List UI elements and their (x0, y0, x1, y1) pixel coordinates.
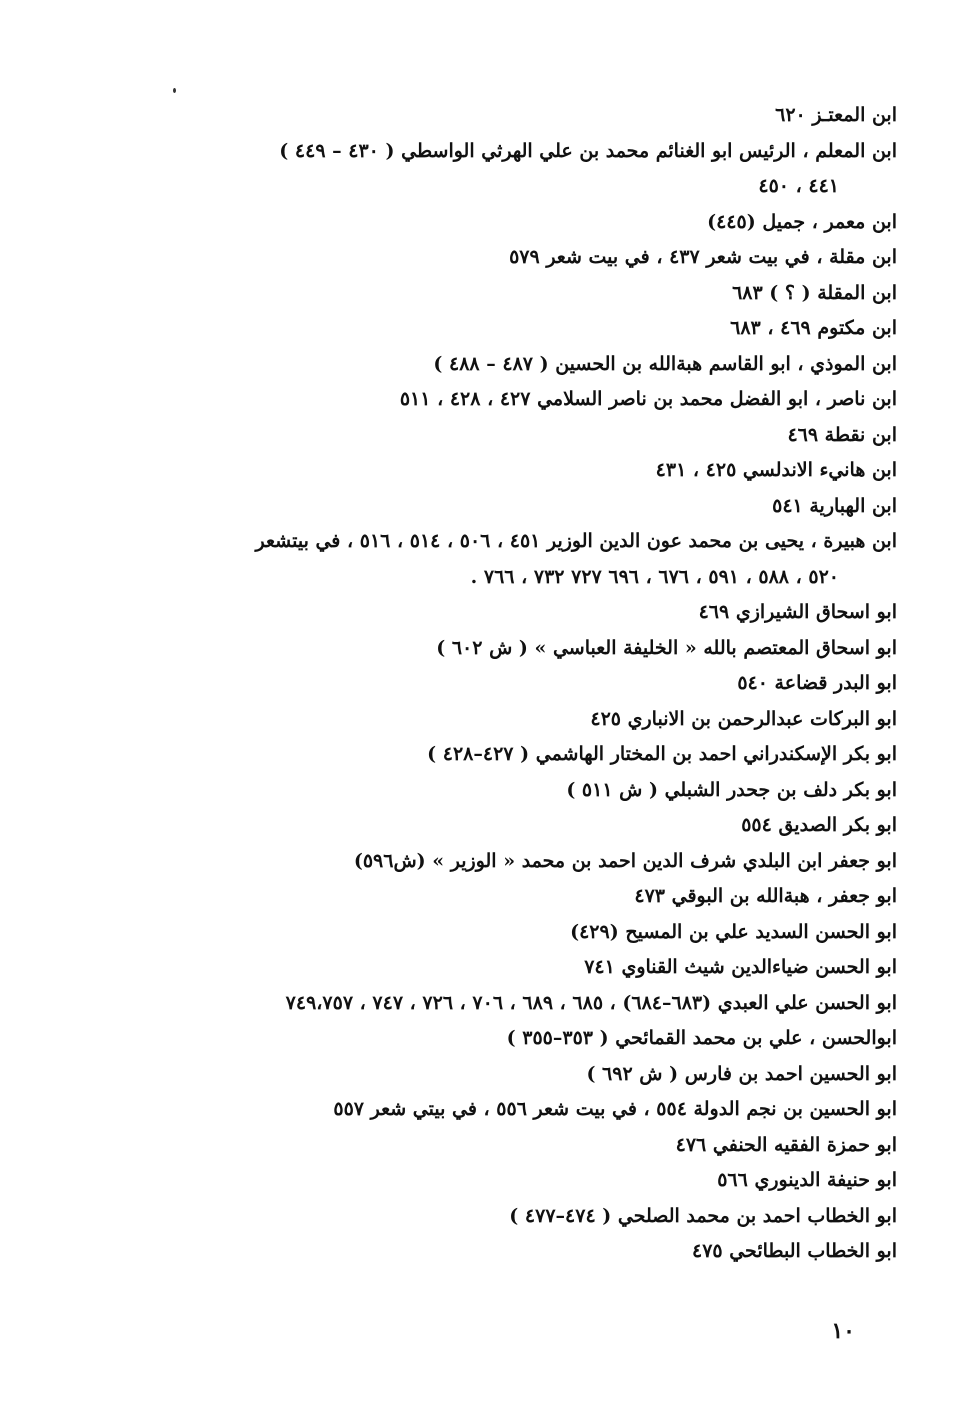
index-entry-text: ابن ناصر ، ابو الفضل محمد بن ناصر السلامي ٤٢٧ ، ٤٢٨ ، ٥١١ (399, 388, 897, 410)
index-entry (117, 844, 897, 880)
index-entry-text: ابن هبيرة ، يحيى بن محمد عون الدين الوزير ٤٥١ ، ٥٠٦ ، ٥١٤ ، ٥١٦ ، في بيتشعر (255, 530, 897, 552)
index-entry-text: ابن المعلم ، الرئيس ابو الغنائم محمد بن علي الهرثي الواسطي ( ٤٣٠ – ٤٤٩ ) (279, 139, 897, 162)
index-entry (117, 737, 897, 773)
index-entry (117, 773, 897, 809)
index-entry-text: ابن نقطة ٤٦٩ (787, 423, 897, 446)
index-entry (117, 347, 897, 383)
index-entry-text: ابن المقلة ( ؟ ) ٦٨٣ (732, 281, 897, 304)
index-entry-text: ابو حمزة الفقيه الحنفي ٤٧٦ (675, 1133, 897, 1156)
index-entries (117, 98, 897, 1270)
index-entry-text: ابو البدر قضاعة ٥٤٠ (737, 672, 897, 694)
index-entry-text: ابو الحسن ضياءالدين شيث القناوي ٧٤١ (584, 956, 897, 978)
index-entry (117, 1163, 897, 1199)
page-speck (173, 88, 176, 93)
index-entry-text: ابو اسحاق الشيرازي ٤٦٩ (698, 601, 897, 623)
index-entry (117, 311, 897, 347)
index-entry (117, 1128, 897, 1164)
index-entry-continuation: ٥٢٠ ، ٥٨٨ ، ٥٩١ ، ٦٧٦ ، ٦٩٦ ٧٢٧ ٧٣٢ ، ٧٦٦ . (470, 565, 839, 588)
index-entry-text: ابو حنيفة الدينوري ٥٦٦ (717, 1169, 897, 1191)
index-entry-text: ابو بكر الصديق ٥٥٤ (741, 814, 897, 836)
index-entry (117, 986, 897, 1022)
index-entry-text: ابن هانيء الاندلسي ٤٢٥ ، ٤٣١ (655, 459, 897, 481)
index-entry (117, 808, 897, 844)
index-entry (117, 879, 897, 915)
index-entry-text: ابو جعفر ابن البلدي شرف الدين احمد بن محمد « الوزير » (ش٥٩٦) (353, 849, 897, 872)
index-entry (117, 524, 897, 595)
index-entry-text: ابو الخطاب احمد بن محمد الصلحي ( ٤٧٤–٤٧٧ ) (509, 1204, 897, 1227)
index-entry-text: ابو اسحاق المعتصم بالله « الخليفة العباسي » ( ش ٦٠٢ ) (436, 636, 897, 659)
index-entry (117, 915, 897, 951)
index-entry-text: ابو جعفر ، هبةالله بن البوقي ٤٧٣ (634, 885, 897, 907)
index-entry (117, 702, 897, 738)
index-entry (117, 1092, 897, 1128)
index-entry (117, 134, 897, 205)
index-entry (117, 666, 897, 702)
index-entry (117, 240, 897, 276)
index-entry-text: ابن الموذي ، ابو القاسم هبةالله بن الحسين ( ٤٨٧ – ٤٨٨ ) (433, 352, 897, 375)
index-entry-text: ابو الحسين احمد بن فارس ( ش ٦٩٢ ) (586, 1062, 897, 1085)
index-entry (117, 595, 897, 631)
index-entry (117, 1234, 897, 1270)
index-entry (117, 1199, 897, 1235)
index-entry (117, 950, 897, 986)
index-entry-text: ابن معمر ، جميل (٤٤٥) (707, 210, 897, 233)
index-entry-text: ابو الخطاب البطائحي ٤٧٥ (691, 1240, 897, 1262)
index-entry-continuation: ٤٤١ ، ٤٥٠ (758, 175, 839, 197)
page-number: ١٠ (831, 1318, 855, 1344)
index-entry-text: ابن المعتـز ٦٢٠ (775, 104, 897, 126)
index-entry (117, 98, 897, 134)
index-entry (117, 205, 897, 241)
index-entry (117, 489, 897, 525)
index-entry-text: ابن الهبارية ٥٤١ (772, 494, 897, 517)
index-entry-text: ابو البركات عبدالرحمن بن الانباري ٤٢٥ (590, 707, 897, 730)
index-entry-text: ابو الحسن علي العبدي (٦٨٣–٦٨٤) ، ٦٨٥ ، ٦٨٩ ، ٧٠٦ ، ٧٢٦ ، ٧٤٧ ، ٧٤٩،٧٥٧ (285, 991, 897, 1014)
index-entry (117, 453, 897, 489)
index-entry-text: ابو الحسن السديد علي بن المسيح (٤٢٩) (570, 920, 897, 943)
index-entry-text: ابن مقلة ، في بيت شعر ٤٣٧ ، في بيت شعر ٥٧٩ (509, 246, 897, 268)
index-entry-text: ابن مكتوم ٤٦٩ ، ٦٨٣ (730, 317, 897, 339)
index-entry-text: ابو بكر الإسكندراني احمد بن المختار الهاشمي ( ٤٢٧–٤٢٨ ) (427, 743, 897, 765)
index-entry (117, 382, 897, 418)
index-entry (117, 631, 897, 667)
index-entry (117, 1057, 897, 1093)
index-entry-text: ابو الحسين بن نجم الدولة ٥٥٤ ، في بيت شعر ٥٥٦ ، في بيتي شعر ٥٥٧ (333, 1098, 897, 1120)
index-entry-text: ابو بكر دلف بن جحدر الشبلي ( ش ٥١١ ) (566, 778, 897, 801)
index-entry (117, 276, 897, 312)
index-entry (117, 418, 897, 454)
index-entry-text: ابوالحسن ، علي بن محمد القمائحي ( ٣٥٣–٣٥٥ ) (506, 1027, 897, 1049)
index-entry (117, 1021, 897, 1057)
